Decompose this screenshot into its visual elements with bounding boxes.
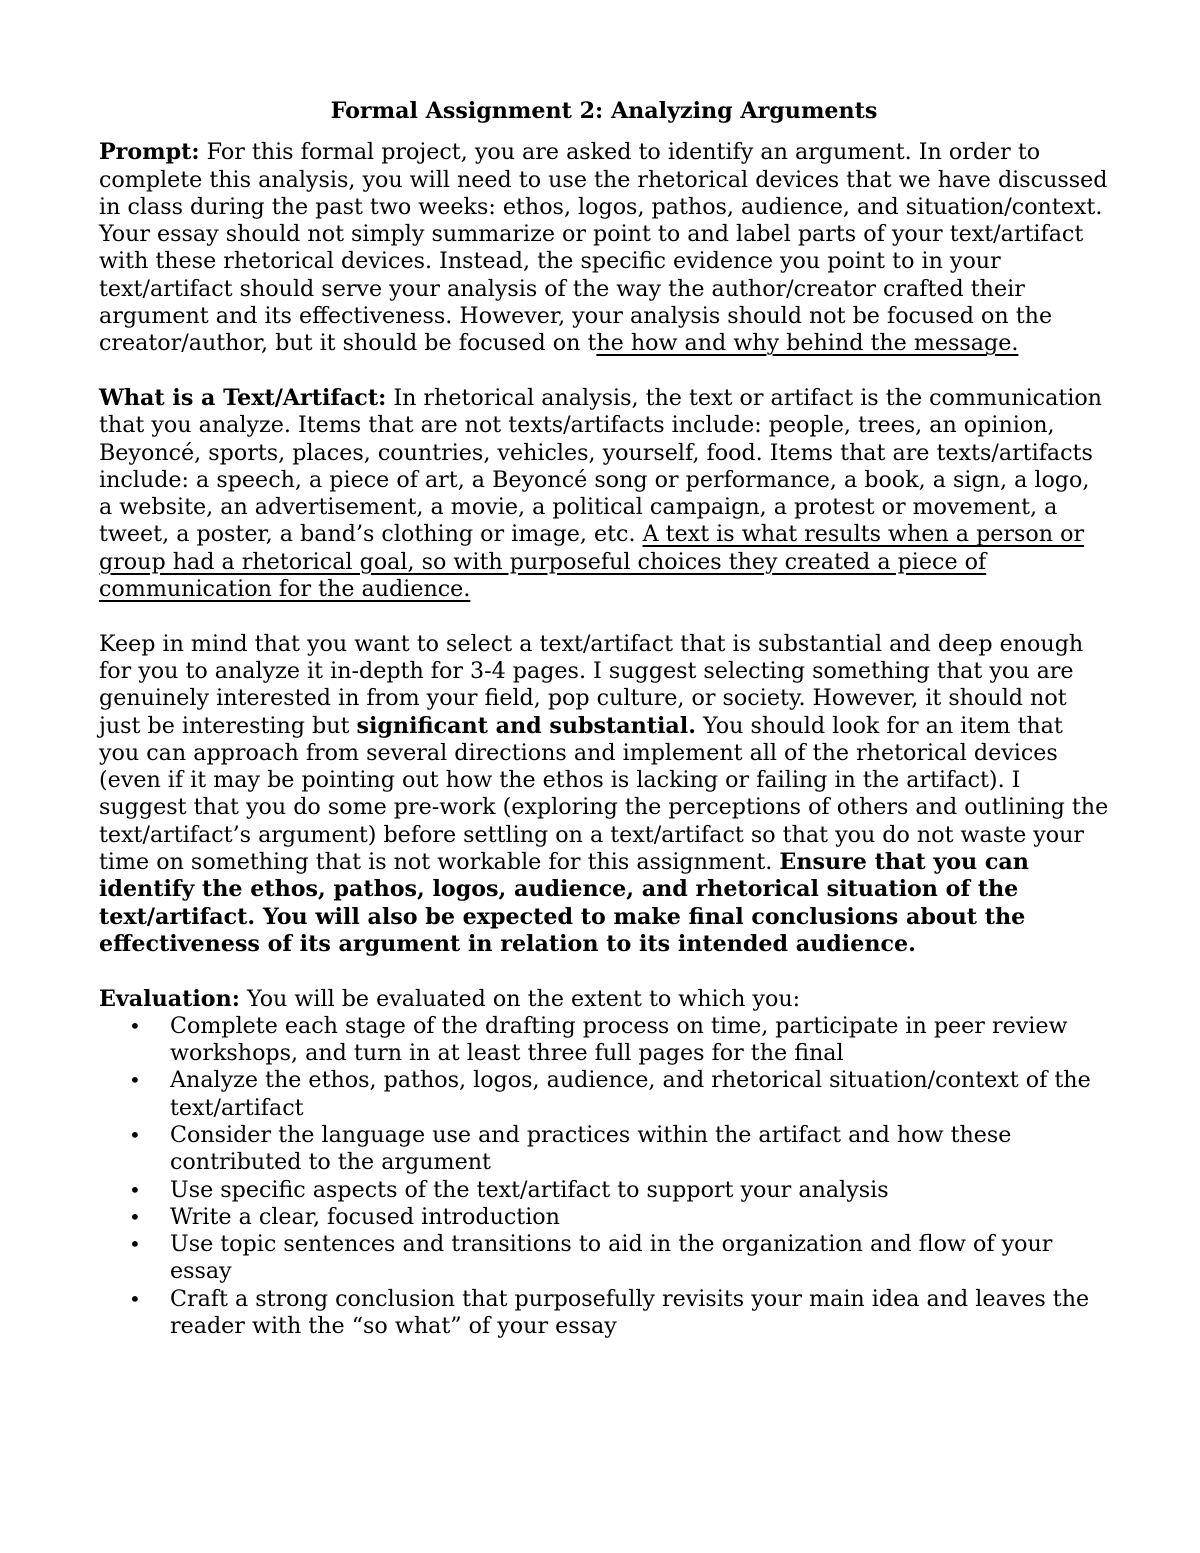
evaluation-list bbox=[99, 1013, 1109, 1341]
selection-bold-1: significant and substantial. bbox=[356, 712, 696, 739]
artifact-heading: What is a Text/Artifact: bbox=[99, 384, 387, 411]
prompt-heading: Prompt: bbox=[99, 139, 200, 166]
evaluation-item-text: Consider the language use and practices within the artifact and how these contributed to the argument bbox=[170, 1121, 1012, 1176]
bullet-icon: • bbox=[129, 1232, 141, 1257]
artifact-underlined-text: A text is what results when a person or group had a rhetorical goal, so with purposeful choices they created a piece of communication for the audience. bbox=[99, 521, 1085, 603]
evaluation-list-item bbox=[99, 1286, 1109, 1341]
bullet-icon: • bbox=[129, 1286, 141, 1311]
evaluation-item-text: Complete each stage of the drafting process on time, participate in peer review workshops, and turn in at least three full pages for the final bbox=[170, 1012, 1068, 1067]
prompt-paragraph bbox=[99, 139, 1109, 357]
evaluation-item-text: Use topic sentences and transitions to aid in the organization and flow of your essay bbox=[170, 1231, 1053, 1285]
evaluation-list-item bbox=[99, 1013, 1109, 1068]
artifact-text: In rhetorical analysis, the text or artifact is the communication that you analyze. Items that are not texts/artifacts include: people, trees, an opinion, Beyoncé, sports, places, countries, vehicles, yourself, food. Items that are texts/artifacts include: a speech, a piece of art, a Beyoncé song or performance, a book, a sign, a logo, a website, an advertisement, a movie, a political campaign, a protest or movement, a tweet, a poster, a band’s clothing or image, etc. bbox=[99, 384, 1102, 548]
evaluation-section bbox=[99, 986, 1109, 1341]
evaluation-heading: Evaluation: bbox=[99, 985, 240, 1012]
evaluation-intro-line bbox=[99, 986, 1109, 1013]
selection-text-1: Keep in mind that you want to select a text/artifact that is substantial and deep enough for you to analyze it in-depth for 3-4 pages. I suggest selecting something that you are genuinely interested in from your field, pop culture, or society. However, it should not just be interesting but bbox=[99, 630, 1084, 739]
bullet-icon: • bbox=[129, 1204, 141, 1229]
evaluation-list-item bbox=[99, 1067, 1109, 1122]
evaluation-list-item bbox=[99, 1231, 1109, 1286]
evaluation-item-text: Write a clear, focused introduction bbox=[170, 1203, 560, 1230]
selection-paragraph bbox=[99, 631, 1109, 959]
selection-bold-2: Ensure that you can identify the ethos, pathos, logos, audience, and rhetorical situation of the text/artifact. You will also be expected to make final conclusions about the effectiveness of its argument in relation to its intended audience. bbox=[99, 849, 1029, 957]
evaluation-list-item bbox=[99, 1204, 1109, 1231]
document-page bbox=[99, 98, 1109, 1340]
artifact-paragraph bbox=[99, 385, 1109, 603]
document-title: Formal Assignment 2: Analyzing Arguments bbox=[330, 98, 878, 124]
evaluation-item-text: Craft a strong conclusion that purposefully revisits your main idea and leaves the reader with the “so what” of your essay bbox=[170, 1285, 1090, 1340]
evaluation-list-item bbox=[99, 1177, 1109, 1204]
selection-text-2: You should look for an item that you can approach from several directions and implement all of the rhetorical devices (even if it may be pointing out how the ethos is lacking or failing in the artifact). I suggest that you do some pre-work (exploring the perceptions of others and outlining the text/artifact’s argument) before settling on a text/artifact so that you do not waste your time on something that is not workable for this assignment. bbox=[99, 712, 1109, 876]
evaluation-list-item bbox=[99, 1122, 1109, 1177]
evaluation-item-text: Use specific aspects of the text/artifact to support your analysis bbox=[170, 1176, 889, 1203]
bullet-icon: • bbox=[129, 1068, 141, 1093]
bullet-icon: • bbox=[129, 1177, 141, 1202]
bullet-icon: • bbox=[129, 1013, 141, 1038]
prompt-underlined-text: he how and why behind the message. bbox=[596, 330, 1019, 357]
evaluation-intro: You will be evaluated on the extent to which you: bbox=[239, 985, 801, 1012]
bullet-icon: • bbox=[129, 1122, 141, 1147]
prompt-text: For this formal project, you are asked to identify an argument. In order to complete this analysis, you will need to use the rhetorical devices that we have discussed in class during the past two weeks: ethos, logos, pathos, audience, and situation/context. Your essay should not simply summarize or point to and label parts of your text/artifact with these rhetorical devices. Instead, the specific evidence you point to in your text/artifact should serve your analysis of the way the author/creator crafted their argument and its effectiveness. However, your analysis should not be focused on the creator/author, but it should be focused on t bbox=[99, 139, 1108, 357]
evaluation-item-text: Analyze the ethos, pathos, logos, audience, and rhetorical situation/context of the text/artifact bbox=[170, 1067, 1091, 1121]
